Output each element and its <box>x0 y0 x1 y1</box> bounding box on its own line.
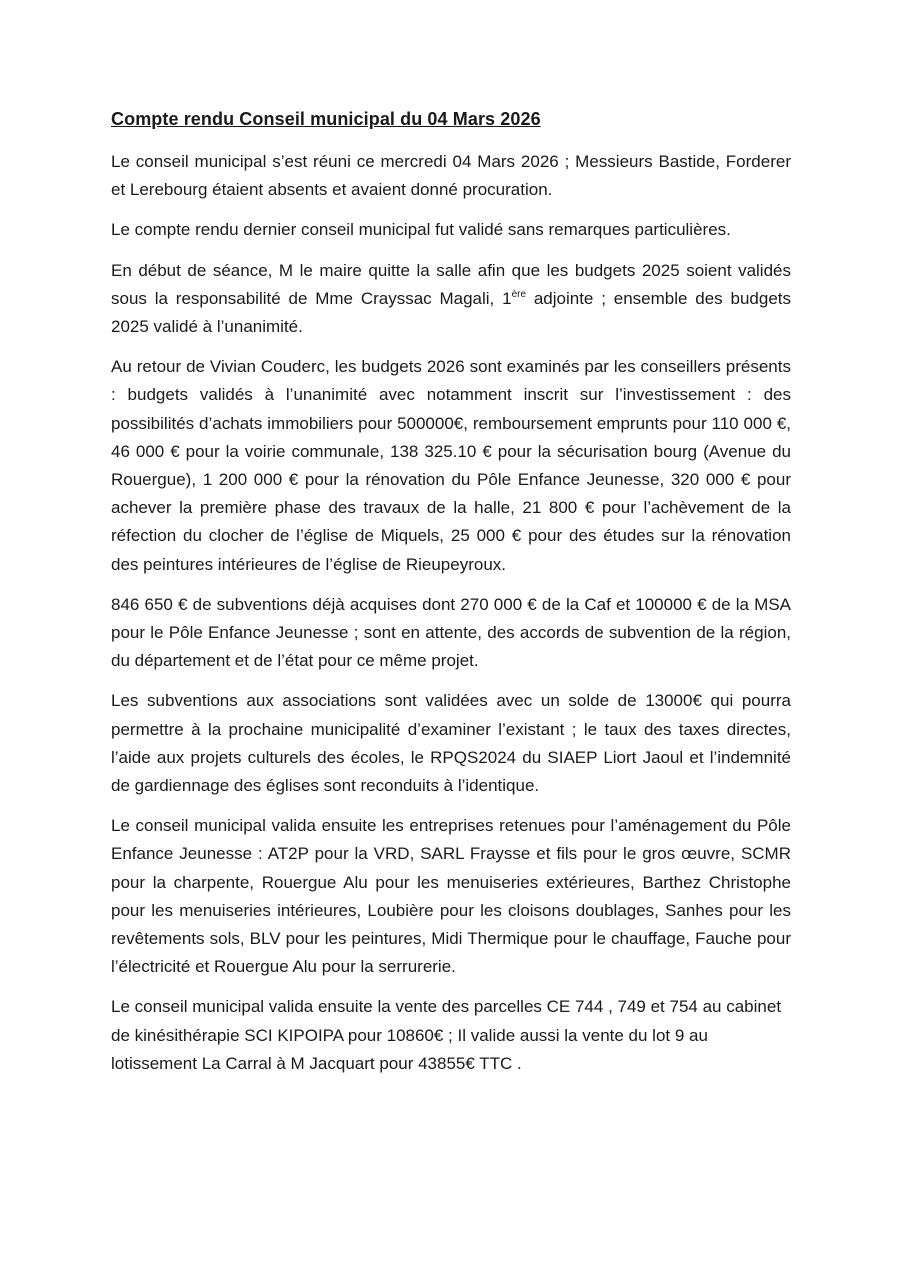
budgets-2025-text-end: adjointe ; ensemble des budgets 2025 validé à l’unanimité. <box>111 288 791 337</box>
paragraph-attendance: Le conseil municipal s’est réuni ce mercredi 04 Mars 2026 ; Messieurs Bastide, Forderer et Lerebourg étaient absents et avaient donné procuration. <box>111 152 791 200</box>
budgets-2025-text-start: En début de séance, M le maire quitte la salle afin que les budgets 2025 soient validés sous la responsabilité de Mme Crayssac Magali, 1 <box>111 260 791 308</box>
ordinal-superscript: ère <box>511 288 527 300</box>
paragraph-land-sales: Le conseil municipal valida ensuite la vente des parcelles CE 744 , 749 et 754 au cabinet de kinésithérapie SCI KIPOIPA pour 10860€ ; Il valide aussi la vente du lot 9 au lotissement La Carral à M Jacquart pour 43855€ TTC . <box>111 997 782 1073</box>
document-title: Compte rendu Conseil municipal du 04 Mars 2026 <box>111 109 541 129</box>
paragraph-subsidies-acquired: 846 650 € de subventions déjà acquises dont 270 000 € de la Caf et 100000 € de la MSA pour le Pôle Enfance Jeunesse ; sont en attente, des accords de subvention de la région, du département et de l’état pour ce même projet. <box>111 594 791 671</box>
paragraph-previous-minutes: Le compte rendu dernier conseil municipal fut validé sans remarques particulières. <box>111 220 731 240</box>
paragraph-contractors: Le conseil municipal valida ensuite les entreprises retenues pour l’aménagement du Pôle Enfance Jeunesse : AT2P pour la VRD, SARL Fraysse et fils pour le gros œuvre, SCMR pour la charpente, Rouergue Alu pour les menuiseries extérieures, Barthez Christophe pour les menuiseries intérieures, Loubière pour les cloisons doublages, Sanhes pour les revêtements sols, BLV pour les peintures, Midi Thermique pour le chauffage, Fauche pour l’électricité et Rouergue Alu pour la serrurerie. <box>111 816 791 977</box>
paragraph-association-subsidies: Les subventions aux associations sont validées avec un solde de 13000€ qui pourra permettre à la prochaine municipalité d’examiner l’existant ; le taux des taxes directes, l’aide aux projets culturels des écoles, le RPQS2024 du SIAEP Liort Jaoul et l’indemnité de gardiennage des églises sont reconduits à l’identique. <box>111 691 791 796</box>
paragraph-budgets-2026: Au retour de Vivian Couderc, les budgets 2026 sont examinés par les conseillers présents : budgets validés à l’unanimité avec notamment inscrit sur l’investissement : des possibilités d’achats immobiliers pour 500000€, remboursement emprunts pour 110 000 €, 46 000 € pour la voirie communale, 138 325.10 € pour la sécurisation bourg (Avenue du Rouergue), 1 200 000 € pour la rénovation du Pôle Enfance Jeunesse, 320 000 € pour achever la première phase des travaux de la halle, 21 800 € pour l’achèvement de la réfection du clocher de l’église de Miquels, 25 000 € pour des études sur la rénovation des peintures intérieures de l’église de Rieupeyroux. <box>111 357 791 574</box>
paragraph-budgets-2025 <box>111 257 791 342</box>
document-page <box>111 104 791 1090</box>
